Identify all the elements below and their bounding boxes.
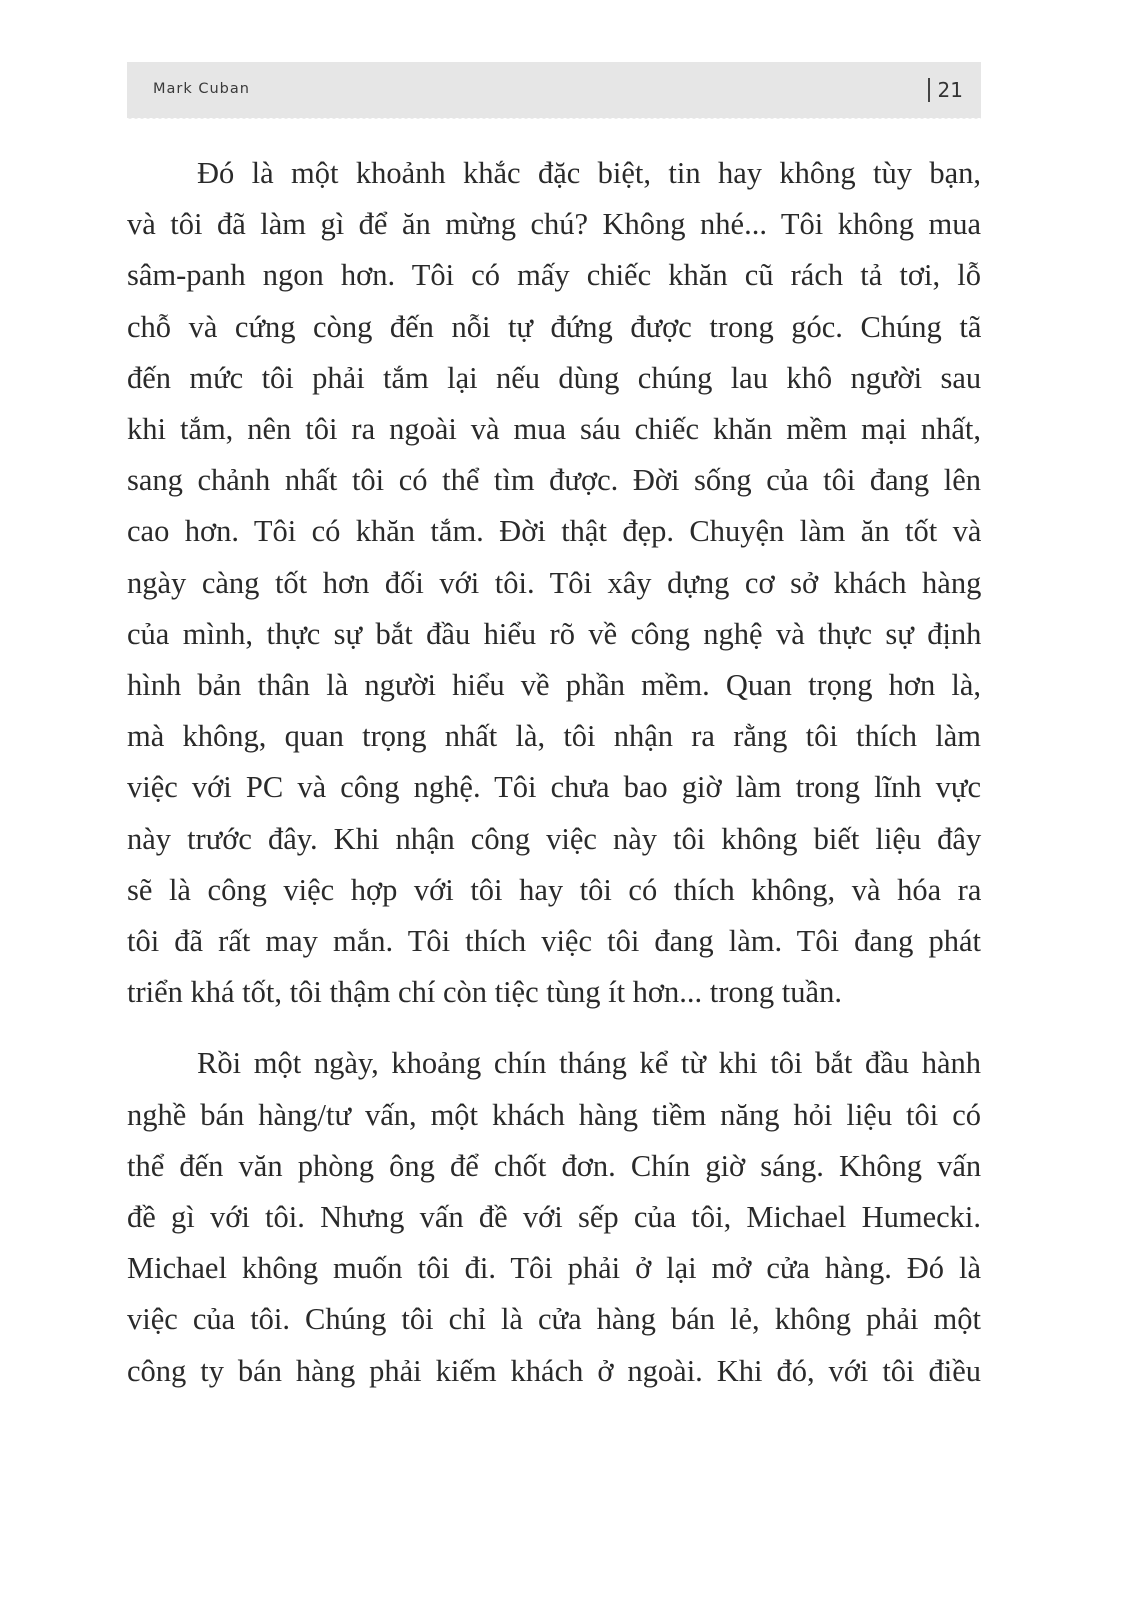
text-line: này trước đây. Khi nhận công việc này tôi không biết liệu đây [127, 821, 982, 856]
text-line: sẽ là công việc hợp với tôi hay tôi có thích không, và hóa ra [127, 872, 982, 907]
text-line: Michael không muốn tôi đi. Tôi phải ở lại mở cửa hàng. Đó là [127, 1251, 981, 1286]
text-line: sâm-panh ngon hơn. Tôi có mấy chiếc khăn cũ rách tả tơi, lỗ [127, 258, 981, 293]
text-line: Đó là một khoảnh khắc đặc biệt, tin hay không tùy bạn, [197, 156, 981, 190]
paragraph-1 [127, 148, 981, 1018]
text-line: đề gì với tôi. Nhưng vấn đề với sếp của tôi, Michael Humecki. [127, 1200, 981, 1235]
text-line: việc của tôi. Chúng tôi chỉ là cửa hàng bán lẻ, không phải một [127, 1302, 981, 1337]
text-line: việc với PC và công nghệ. Tôi chưa bao giờ làm trong lĩnh vực [127, 770, 981, 805]
text-line: ngày càng tốt hơn đối với tôi. Tôi xây dựng cơ sở khách hàng [127, 565, 982, 600]
text-line: công ty bán hàng phải kiếm khách ở ngoài. Khi đó, với tôi điều [127, 1353, 981, 1388]
text-line: mà không, quan trọng nhất là, tôi nhận ra rằng tôi thích làm [127, 719, 981, 754]
text-line: cao hơn. Tôi có khăn tắm. Đời thật đẹp. Chuyện làm ăn tốt và [127, 514, 982, 549]
text-line: tôi đã rất may mắn. Tôi thích việc tôi đang làm. Tôi đang phát [127, 924, 981, 959]
page-number-block [928, 78, 963, 102]
page-number: 21 [937, 78, 963, 102]
text-line: hình bản thân là người hiểu về phần mềm. Quan trọng hơn là, [127, 668, 981, 703]
text-line: của mình, thực sự bắt đầu hiểu rõ về công nghệ và thực sự định [127, 616, 982, 651]
text-line: đến mức tôi phải tắm lại nếu dùng chúng lau khô người sau [127, 360, 982, 395]
text-line: nghề bán hàng/tư vấn, một khách hàng tiềm năng hỏi liệu tôi có [127, 1097, 981, 1132]
text-line: thể đến văn phòng ông để chốt đơn. Chín giờ sáng. Không vấn [127, 1148, 982, 1183]
header-author: Mark Cuban [153, 81, 250, 97]
text-line: khi tắm, nên tôi ra ngoài và mua sáu chiếc khăn mềm mại nhất, [127, 412, 981, 447]
text-line: Rồi một ngày, khoảng chín tháng kể từ khi tôi bắt đầu hành [197, 1046, 981, 1081]
text-line: sang chảnh nhất tôi có thể tìm được. Đời sống của tôi đang lên [127, 463, 981, 498]
text-line: triển khá tốt, tôi thậm chí còn tiệc tùng ít hơn... trong tuần. [127, 975, 842, 1010]
text-line: chỗ và cứng còng đến nỗi tự đứng được trong góc. Chúng tã [127, 309, 982, 344]
paragraph-2 [127, 1038, 981, 1396]
running-header [127, 62, 981, 118]
text-line: và tôi đã làm gì để ăn mừng chú? Không nhé... Tôi không mua [127, 207, 981, 242]
page-body [127, 148, 981, 1397]
page-number-divider [928, 78, 930, 102]
